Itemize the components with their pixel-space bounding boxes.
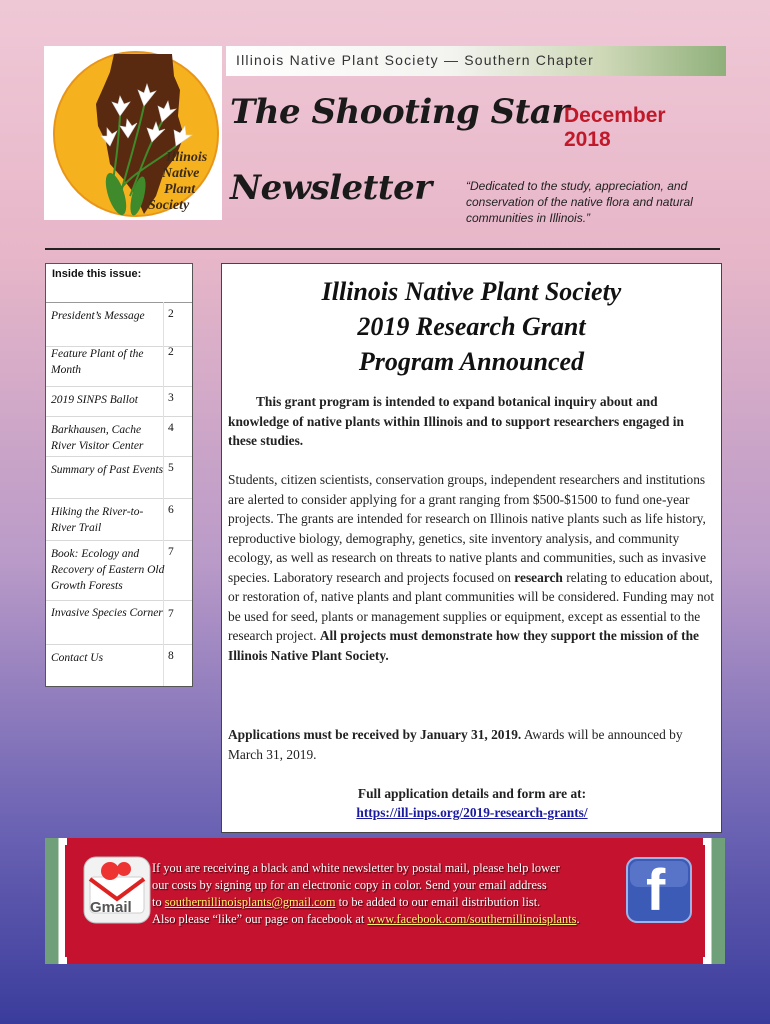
toc-item-title: Book: Ecology and Recovery of Eastern Old Growth Forests <box>51 548 165 592</box>
deadline-text: Applications must be received by January 31, 2019. <box>228 727 522 742</box>
society-logo <box>44 46 222 220</box>
para1-bold-mission: All projects must demonstrate how they support the mission of the Illinois Native Plant Society. <box>228 628 699 663</box>
toc-item-page: 2 <box>168 308 174 320</box>
toc-item[interactable] <box>46 416 192 457</box>
toc-header <box>46 264 192 303</box>
toc-item-title: Summary of Past Events <box>51 464 164 476</box>
facebook-icon[interactable] <box>626 857 692 923</box>
banner-line3 <box>152 894 622 911</box>
header-divider <box>45 248 720 250</box>
toc-item-title: Invasive Species Corner <box>51 607 163 619</box>
toc-item[interactable] <box>46 456 192 499</box>
grant-application-link[interactable]: https://ill-inps.org/2019-research-grants/ <box>356 805 588 820</box>
toc-item[interactable] <box>46 346 192 387</box>
para1-text-a: Students, citizen scientists, conservation groups, independent researchers and institutions are alerted to consider applying for a grant ranging from $500-$1500 to fund one-year projects. The grants are intended for research on Illinois native plants such as life history, reproductive biology, demography, genetics, site inventory analysis, and community ecology, as well as research on threats to native plants and communities, such as invasive species. Laboratory research and projects focused on <box>228 472 707 585</box>
issue-year: 2018 <box>564 128 611 151</box>
toc-item-page: 2 <box>168 346 174 358</box>
banner-line4-prefix: Also please “like” our page on facebook at <box>152 912 368 926</box>
toc-item[interactable] <box>46 386 192 417</box>
toc-item[interactable] <box>46 540 192 601</box>
article-intro: This grant program is intended to expand botanical inquiry about and knowledge of native plants within Illinois and to support researchers engaged in these studies. <box>228 394 684 448</box>
toc-item-title: President’s Message <box>51 310 145 322</box>
toc-item[interactable] <box>46 644 192 686</box>
toc-item-title: Barkhausen, Cache River Visitor Center <box>51 424 144 452</box>
toc-item[interactable] <box>46 498 192 541</box>
toc-item-page: 4 <box>168 422 174 434</box>
header-bar <box>226 46 726 76</box>
toc-item-title: Hiking the River-to-River Trail <box>51 506 144 534</box>
logo-text-plant: Plant <box>164 182 196 197</box>
gmail-icon <box>82 855 152 925</box>
para1-text-c: relating to education about, or restoration of, native plants and plant communities will be considered. Funding may not be used for seed, plants or management supplies or equipment, except as essential to the research project. <box>228 569 715 643</box>
article-paragraph-1 <box>228 470 716 665</box>
toc-item-page: 6 <box>168 504 174 516</box>
article-body <box>221 383 722 833</box>
toc-item-page: 3 <box>168 392 174 404</box>
facebook-link[interactable]: www.facebook.com/southernillinoisplants <box>367 912 577 926</box>
banner-line2: our costs by signing up for an electronic copy in color. Send your email address <box>152 878 547 892</box>
toc-item-title: 2019 SINPS Ballot <box>51 394 138 406</box>
facebook-letter: f <box>646 858 666 923</box>
toc-item-title: Contact Us <box>51 652 104 664</box>
tagline: “Dedicated to the study, appreciation, and conservation of the native flora and natural communities in Illinois.” <box>466 179 693 225</box>
table-of-contents <box>45 263 193 687</box>
banner-line3-suffix: to be added to our email distribution list. <box>335 895 541 909</box>
article-title-line2: 2019 Research Grant <box>357 312 586 341</box>
gmail-label: Gmail <box>90 899 132 916</box>
toc-item-page: 5 <box>168 462 174 474</box>
article-title-line1: Illinois Native Plant Society <box>321 277 622 306</box>
toc-item-page: 8 <box>168 650 174 662</box>
banner-line4 <box>152 911 622 928</box>
issue-date <box>564 104 666 152</box>
email-signup-text <box>152 860 622 928</box>
issue-month: December <box>564 104 666 127</box>
toc-item-title: Feature Plant of the Month <box>51 348 144 376</box>
awards-text: Awards will be announced by March 31, 2019. <box>228 727 683 762</box>
article-title-box <box>221 263 722 385</box>
banner-line1: If you are receiving a black and white newsletter by postal mail, please help lower <box>152 861 560 875</box>
toc-item-page: 7 <box>168 546 174 558</box>
logo-graphic <box>44 46 222 220</box>
logo-text-native: Native <box>162 166 200 181</box>
article-title <box>222 274 721 379</box>
toc-item[interactable] <box>46 600 192 645</box>
toc-heading: Inside this issue: <box>52 268 142 280</box>
newsletter-title-line2: Newsletter <box>230 168 432 208</box>
application-details-label: Full application details and form are at: <box>357 786 587 801</box>
newsletter-title-line1: The Shooting Star <box>230 92 569 132</box>
toc-item-page: 7 <box>168 608 174 620</box>
logo-text-society: Society <box>148 198 190 213</box>
para1-bold-research: research <box>514 569 563 585</box>
org-name: Illinois Native Plant Society — Southern Chapter <box>236 52 594 68</box>
banner-line3-prefix: to <box>152 895 165 909</box>
email-link[interactable]: southernillinoisplants@gmail.com <box>164 895 336 909</box>
logo-text-illinois: Illinois <box>166 150 208 165</box>
banner-line4-suffix: . <box>576 912 580 926</box>
toc-item[interactable] <box>46 302 192 347</box>
article-title-line3: Program Announced <box>358 347 585 376</box>
article-paragraph-2 <box>228 725 716 764</box>
